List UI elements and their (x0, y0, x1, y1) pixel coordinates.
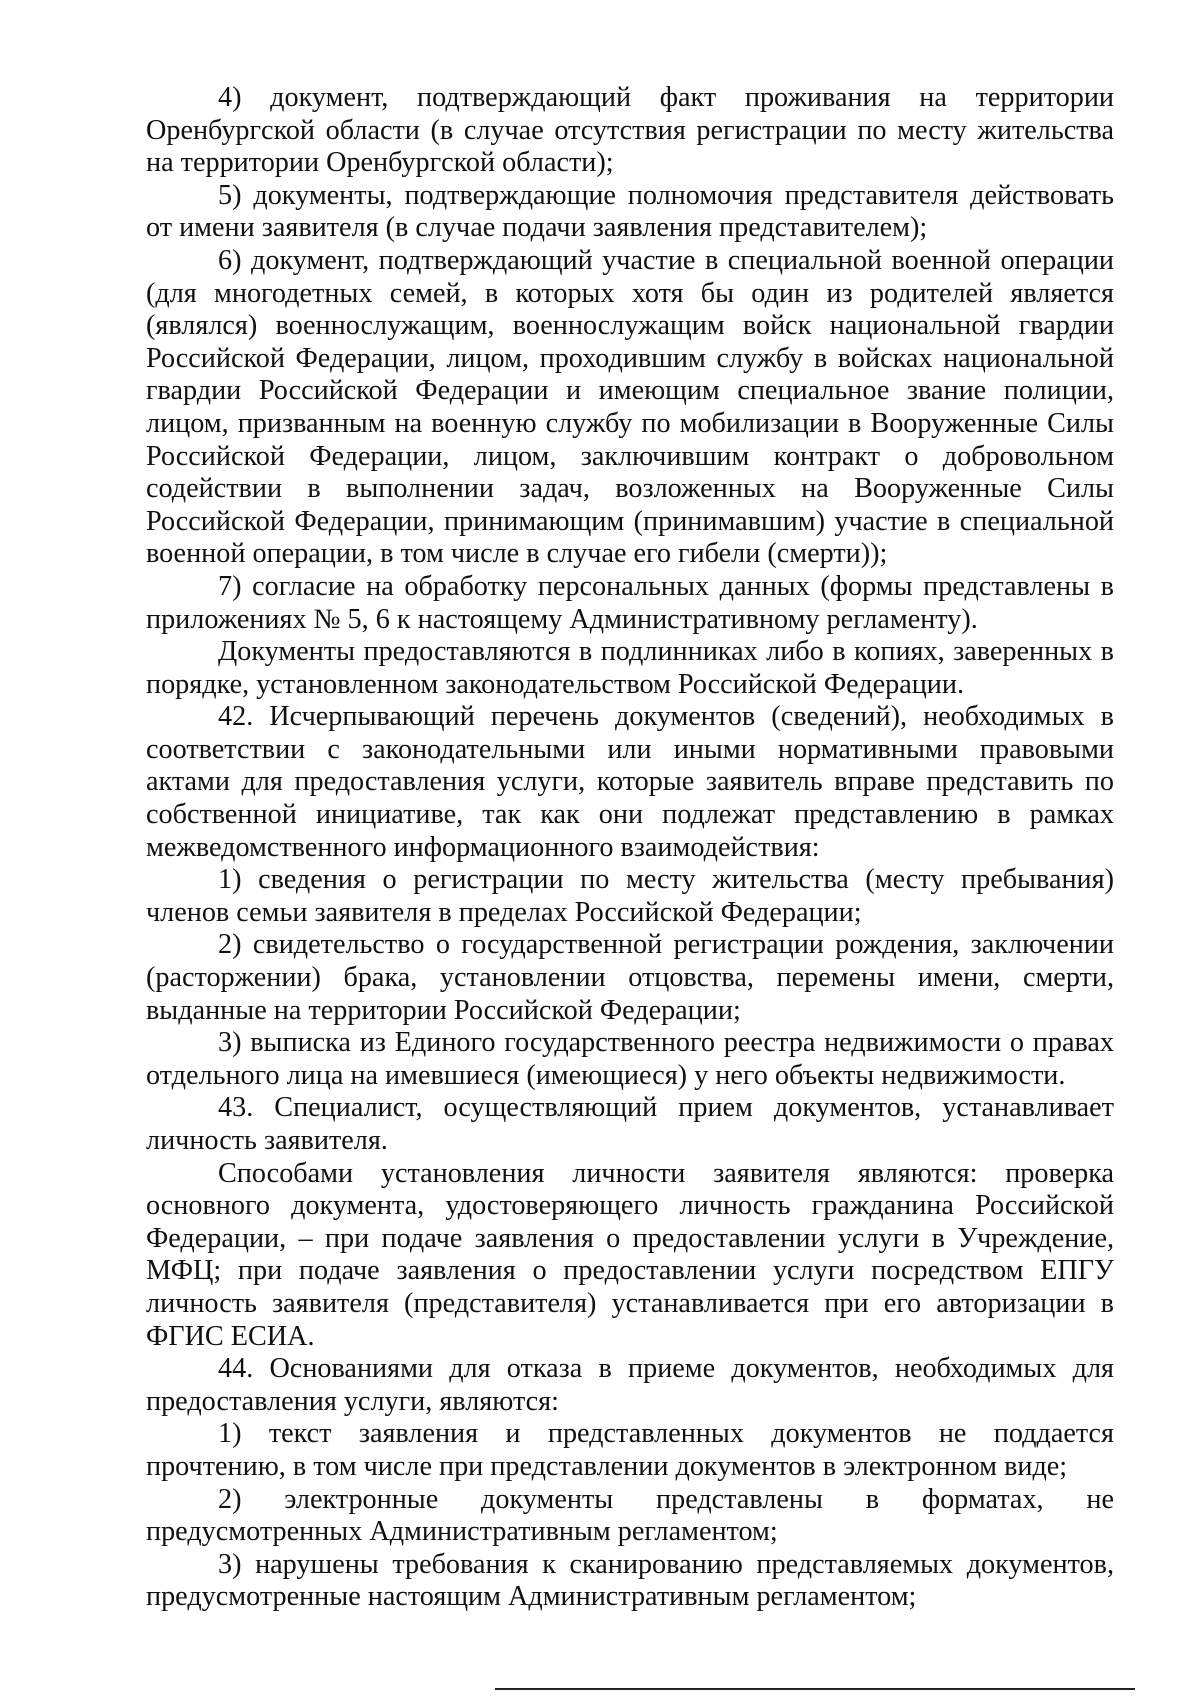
paragraph-44-item-1: 1) текст заявления и представленных документов не поддается прочтению, в том числе при представлении документов в электронном виде; (146, 1418, 1114, 1482)
paragraph-42-item-3: 3) выписка из Единого государственного реестра недвижимости о правах отдельного лица на имевшиеся (имеющиеся) у него объекты недвижимости. (146, 1027, 1114, 1091)
paragraph-section-43: 43. Специалист, осуществляющий прием документов, устанавливает личность заявителя. (146, 1092, 1114, 1156)
paragraph-documents-originals: Документы предоставляются в подлинниках либо в копиях, заверенных в порядке, установленном законодательством Российской Федерации. (146, 636, 1114, 700)
paragraph-44-item-3: 3) нарушены требования к сканированию представляемых документов, предусмотренные настоящим Административным регламентом; (146, 1548, 1114, 1613)
paragraph-section-44: 44. Основаниями для отказа в приеме документов, необходимых для предоставления услуги, являются: (146, 1353, 1114, 1417)
paragraph-item-4-residence: 4) документ, подтверждающий факт проживания на территории Оренбургской области (в случае отсутствия регистрации по месту жительства на территории Оренбургской области); (146, 82, 1114, 179)
paragraph-44-item-2: 2) электронные документы представлены в форматах, не предусмотренных Административным регламентом; (146, 1483, 1114, 1548)
document-body (146, 82, 1114, 1614)
paragraph-identification-methods: Способами установления личности заявителя являются: проверка основного документа, удостоверяющего личность гражданина Российской Федерации, – при подаче заявления о предоставлении услуги в Учреждение, МФЦ; при подаче заявления о предоставлении услуги посредством ЕПГУ личность заявителя (представителя) устанавливается при его авторизации в ФГИС ЕСИА. (146, 1157, 1114, 1352)
paragraph-item-7-consent: 7) согласие на обработку персональных данных (формы представлены в приложениях № 5, 6 к настоящему Административному регламенту). (146, 570, 1114, 635)
page-bottom-rule (495, 1688, 1135, 1690)
paragraph-item-6-svo: 6) документ, подтверждающий участие в специальной военной операции (для многодетных семей, в которых хотя бы один из родителей является (являлся) военнослужащим, военнослужащим войск национальной гвардии Российской Федерации, лицом, проходившим службу в войсках национальной гвардии Российской Федерации и имеющим специальное звание полиции, лицом, призванным на военную службу по мобилизации в Вооруженные Силы Российской Федерации, лицом, заключившим контракт о добровольном содействии в выполнении задач, возложенных на Вооруженные Силы Российской Федерации, принимающим (принимавшим) участие в специальной военной операции, в том числе в случае его гибели (смерти)); (146, 244, 1114, 570)
paragraph-42-item-1: 1) сведения о регистрации по месту жительства (месту пребывания) членов семьи заявителя в пределах Российской Федерации; (146, 864, 1114, 928)
paragraph-section-42: 42. Исчерпывающий перечень документов (сведений), необходимых в соответствии с законодательными или иными нормативными правовыми актами для предоставления услуги, которые заявитель вправе представить по собственной инициативе, так как они подлежат представлению в рамках межведомственного информационного взаимодействия: (146, 701, 1114, 863)
paragraph-42-item-2: 2) свидетельство о государственной регистрации рождения, заключении (расторжении) брака, установлении отцовства, перемены имени, смерти, выданные на территории Российской Федерации; (146, 929, 1114, 1026)
paragraph-item-5-representative: 5) документы, подтверждающие полномочия представителя действовать от имени заявителя (в случае подачи заявления представителем); (146, 179, 1114, 244)
